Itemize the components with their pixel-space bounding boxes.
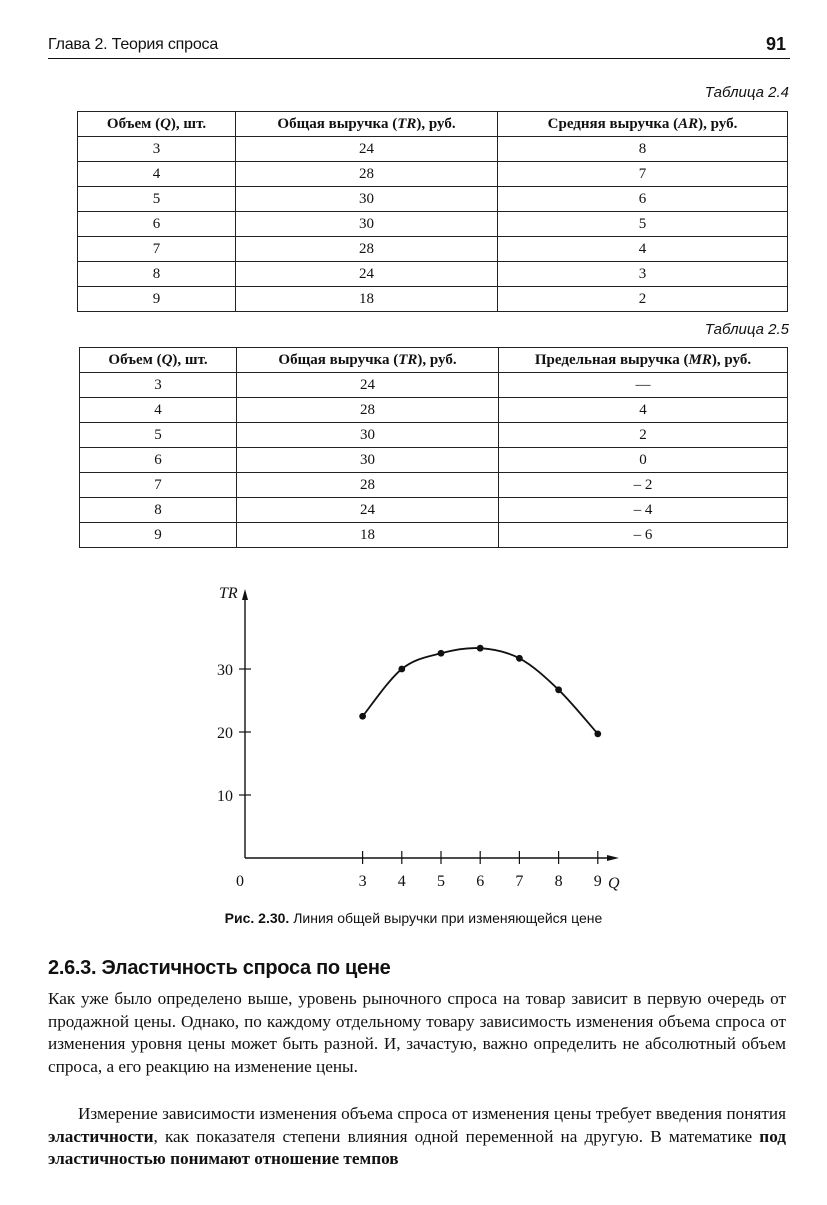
data-point [359,713,366,720]
chapter-title: Глава 2. Теория спроса [48,36,219,53]
table-cell: 28 [237,398,499,423]
page-number: 91 [765,34,786,54]
table-cell: 2 [499,423,788,448]
table-cell: 8 [80,498,237,523]
x-axis-label: Q [608,875,620,892]
table-cell: 7 [80,473,237,498]
y-axis-label: TR [219,585,238,602]
table-cell: 7 [78,237,236,262]
figure-caption [0,910,827,926]
x-axis-arrow [607,855,619,861]
table-cell: 24 [236,137,498,162]
y-tick-label: 20 [217,725,233,742]
table-cell: 3 [498,262,788,287]
table-cell: 8 [498,137,788,162]
table-cell: 24 [236,262,498,287]
column-header: Общая выручка (TR), руб. [237,348,499,373]
tr-chart [195,580,635,900]
table-cell: 3 [80,373,237,398]
data-point [516,655,523,662]
table-cell: 30 [236,212,498,237]
paragraph-2 [48,1103,786,1171]
table-cell: – 4 [499,498,788,523]
table-cell: 6 [498,187,788,212]
table-row [78,237,788,262]
table-cell: 7 [498,162,788,187]
table-cell: 30 [237,423,499,448]
table-row [78,287,788,312]
table-cell: 4 [499,398,788,423]
table-row [80,448,788,473]
y-axis-arrow [242,589,248,600]
table-cell: 4 [498,237,788,262]
table-cell: 18 [236,287,498,312]
table-row [80,398,788,423]
x-tick-label: 5 [437,873,445,890]
x-tick-label: 4 [397,873,406,890]
table-row [80,473,788,498]
table-cell: 5 [498,212,788,237]
figure-label: Рис. 2.30. [224,910,290,926]
data-point [477,645,484,652]
figure-caption-text: Линия общей выручки при изменяющейся цене [293,910,603,926]
table-cell: 28 [236,237,498,262]
tr-line [363,648,598,734]
table-cell: 30 [236,187,498,212]
running-head [48,32,790,59]
table-cell: 30 [237,448,499,473]
table-cell: 5 [80,423,237,448]
table-cell: 5 [78,187,236,212]
table-row [78,137,788,162]
table-cell: 9 [80,523,237,548]
table-cell: 4 [78,162,236,187]
paragraph-2-text-c: , как показателя степени влияния одной переменной на другую. В математике [153,1126,760,1146]
table-row [78,187,788,212]
table-cell: 6 [78,212,236,237]
table-cell: 18 [237,523,499,548]
table-cell: 28 [236,162,498,187]
table-2-5-caption: Таблица 2.5 [704,321,789,338]
table-cell: 6 [80,448,237,473]
table-cell: – 6 [499,523,788,548]
x-tick-label: 8 [554,873,563,890]
table-cell: 24 [237,373,499,398]
term-elasticity: эластичности [48,1126,154,1146]
table-row [78,162,788,187]
data-point [594,730,601,737]
x-tick-label: 3 [358,873,367,890]
table-cell: 3 [78,137,236,162]
definition-bold: под эластичностью понимают отношение темпов [48,1126,786,1168]
table-header-row [78,112,788,137]
data-point [555,686,562,693]
table-row [80,423,788,448]
column-header: Объем (Q), шт. [78,112,236,137]
origin-label: 0 [236,873,244,890]
data-point [438,650,445,657]
table-2-4 [77,111,788,312]
data-point [398,666,405,673]
table-row [78,212,788,237]
table-cell: 2 [498,287,788,312]
y-tick-label: 30 [217,662,233,679]
section-title: 2.6.3. Эластичность спроса по цене [48,957,391,979]
column-header: Общая выручка (TR), руб. [236,112,498,137]
table-cell: – 2 [499,473,788,498]
table-row [80,523,788,548]
column-header: Предельная выручка (MR), руб. [499,348,788,373]
table-cell: — [499,373,788,398]
table-cell: 0 [499,448,788,473]
paragraph-1: Как уже было определено выше, уровень рыночного спроса на товар зависит в первую очередь от продажной цены. Однако, по каждому отдельному товару зависимость изменения объема спроса от изменения уровня цены может быть разной. И, зачастую, важно определить не абсолютный объем спроса, а его реакцию на изменение цены. [48,989,786,1076]
x-tick-label: 6 [476,873,485,890]
x-tick-label: 7 [515,873,524,890]
table-row [80,373,788,398]
paragraph-2-text-a: Измерение зависимости изменения объема спроса от изменения цены требует введения понятия [78,1104,786,1123]
column-header: Средняя выручка (AR), руб. [498,112,788,137]
table-cell: 8 [78,262,236,287]
table-cell: 24 [237,498,499,523]
y-tick-label: 10 [217,788,233,805]
table-2-4-caption: Таблица 2.4 [704,84,789,101]
table-row [78,262,788,287]
table-2-5 [79,347,788,548]
x-tick-label: 9 [593,873,602,890]
table-cell: 28 [237,473,499,498]
table-cell: 9 [78,287,236,312]
column-header: Объем (Q), шт. [80,348,237,373]
table-header-row [80,348,788,373]
table-row [80,498,788,523]
table-cell: 4 [80,398,237,423]
